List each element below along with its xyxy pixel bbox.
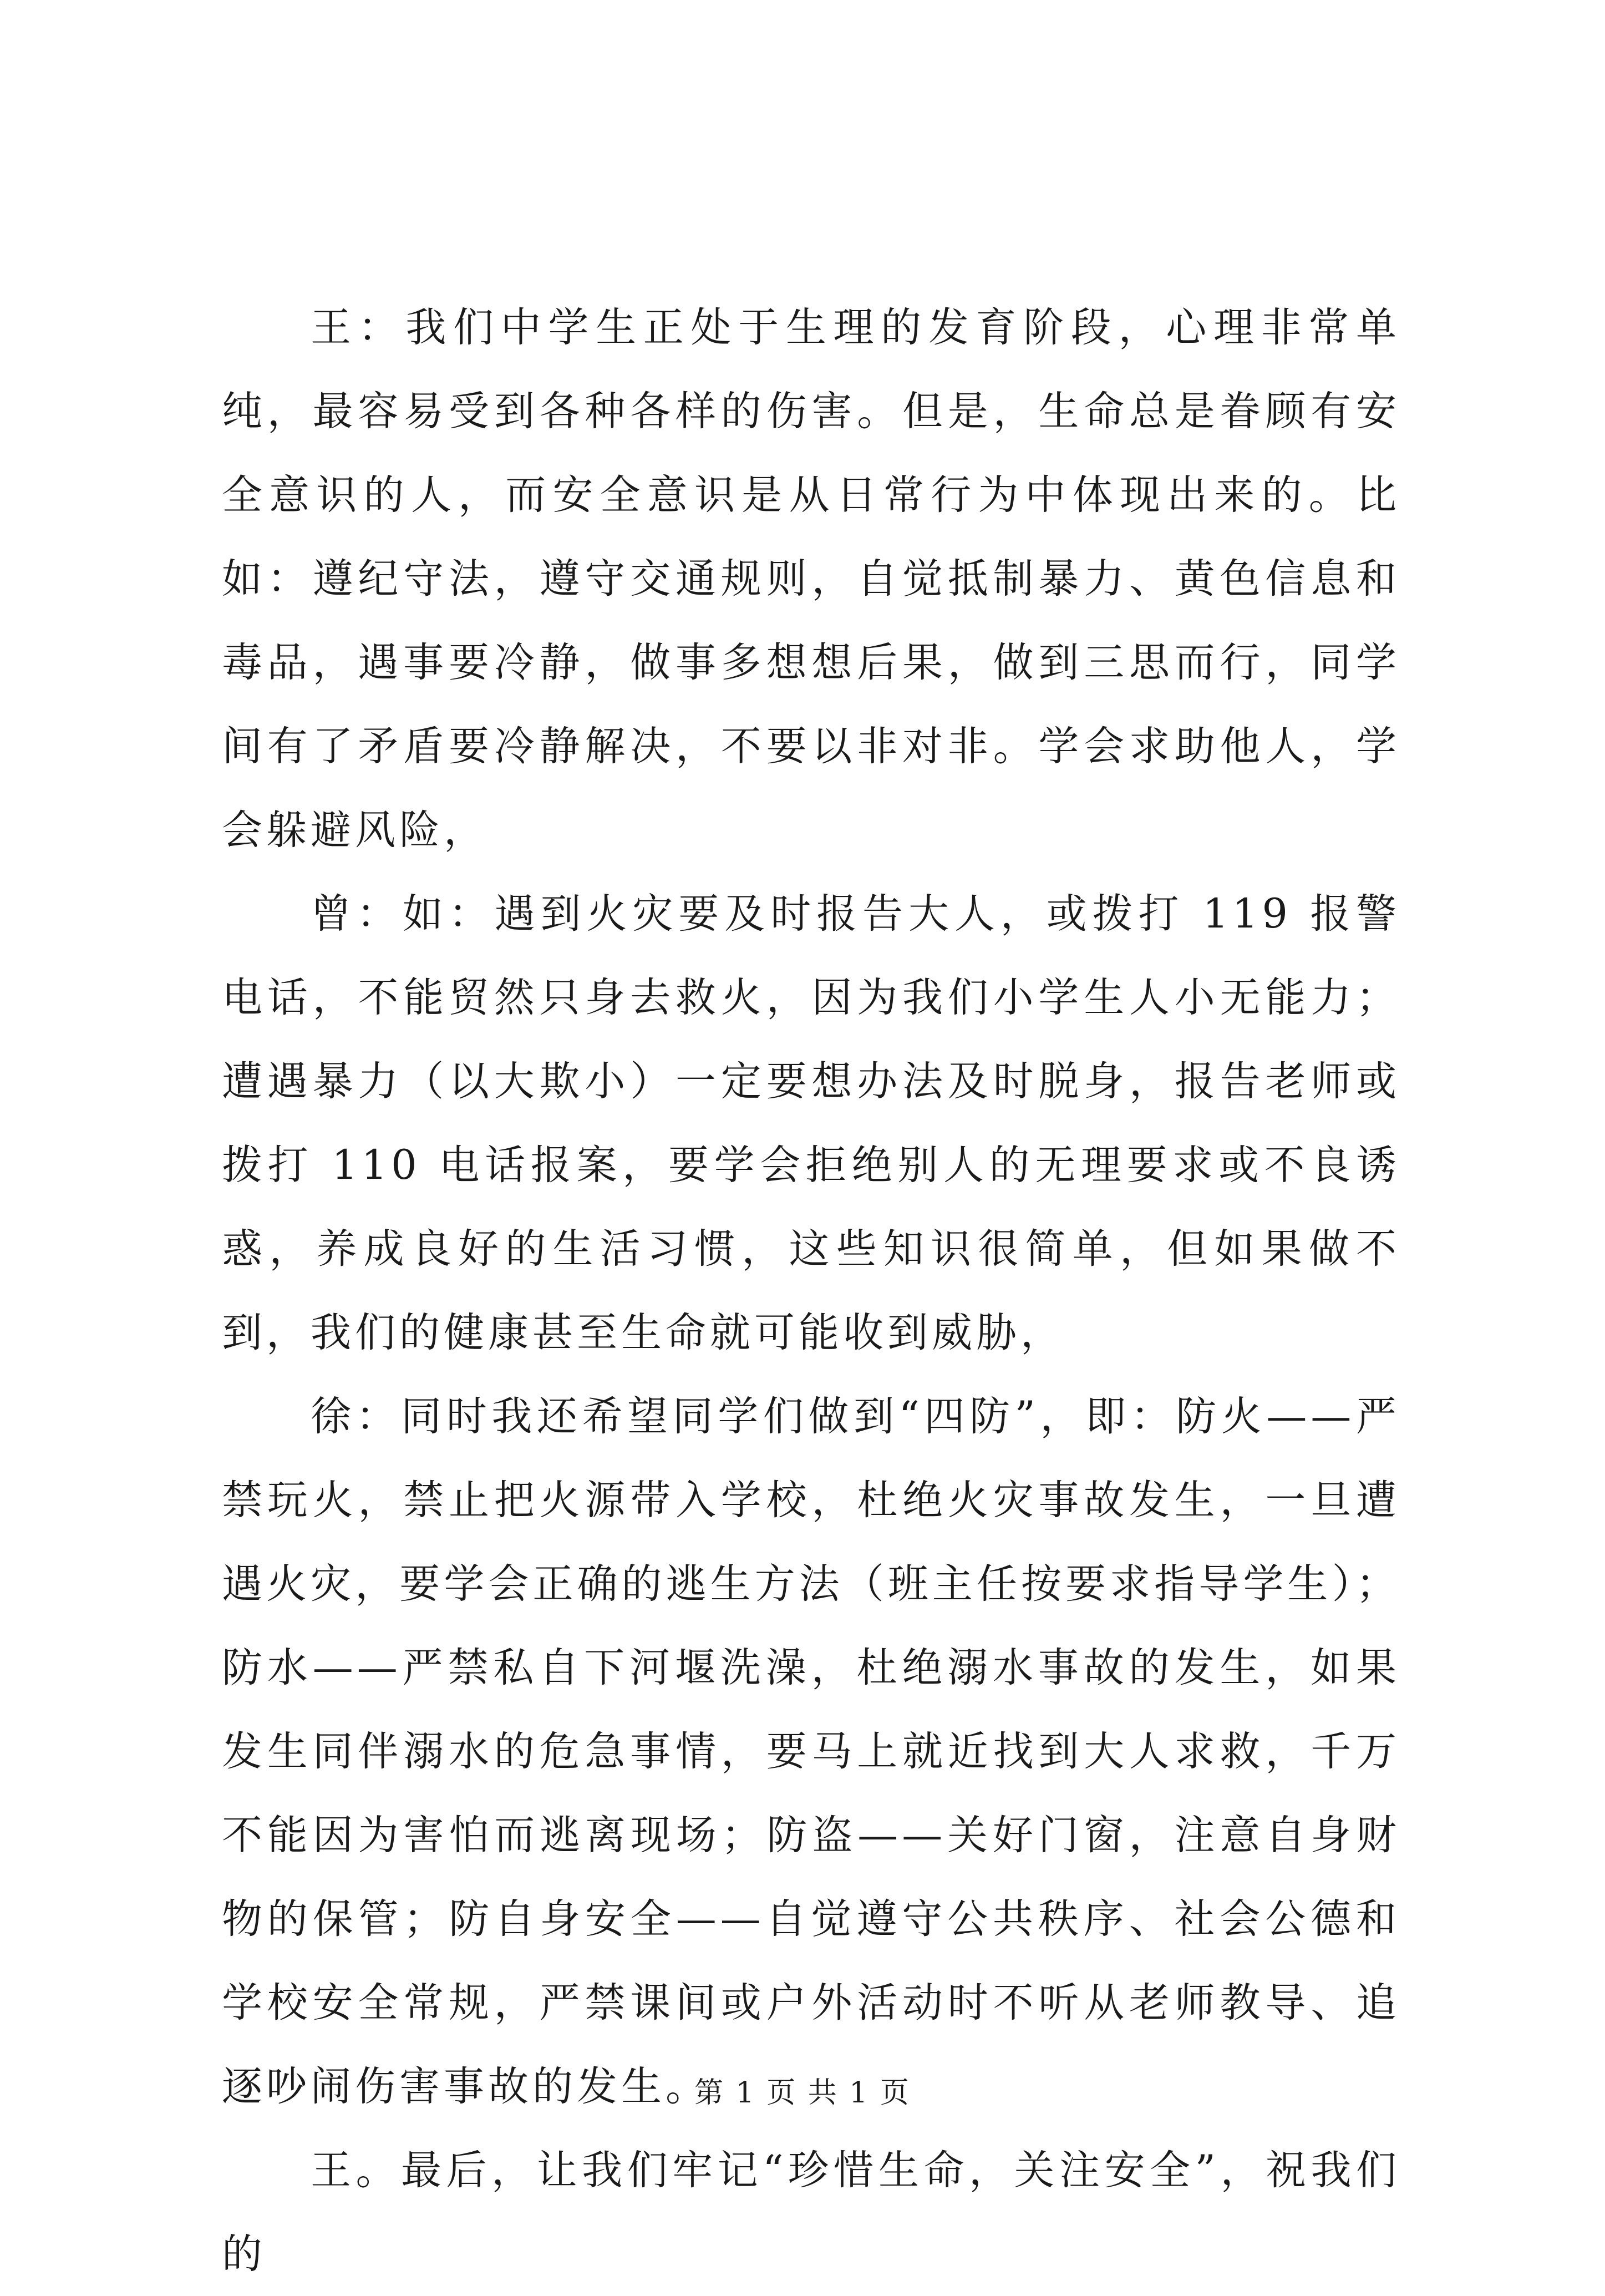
paragraph-wang-1: 王：我们中学生正处于生理的发育阶段，心理非常单纯，最容易受到各种各样的伤害。但是，生命总是眷顾有安全意识的人，而安全意识是从日常行为中体现出来的。比如：遵纪守法，遵守交通规则，自觉抵制暴力、黄色信息和毒品，遇事要冷静，做事多想想后果，做到三思而行，同学间有了矛盾要冷静解决，不要以非对非。学会求助他人，学会躲避风险， [222, 304, 1400, 854]
paragraph-xu: 徐：同时我还希望同学们做到“四防”，即：防火——严禁玩火，禁止把火源带入学校，杜绝火灾事故发生，一旦遭遇火灾，要学会正确的逃生方法（班主任按要求指导学生）；防水——严禁私自下河堰洗澡，杜绝溺水事故的发生，如果发生同伴溺水的危急事情，要马上就近找到大人求救，千万不能因为害怕而逃离现场；防盗——关好门窗，注意自身财物的保管；防自身安全——自觉遵守公共秩序、社会公德和学校安全常规，严禁课间或户外活动时不听从老师教导、追逐吵闹伤害事故的发生。 [222, 1393, 1400, 2110]
paragraph-wang-2: 王。最后，让我们牢记“珍惜生命，关注安全”，祝我们的 [222, 2147, 1400, 2278]
document-body [222, 286, 1400, 2296]
paragraph-zeng: 曾：如：遇到火灾要及时报告大人，或拨打 119 报警电话，不能贸然只身去救火，因为我们小学生人小无能力；遭遇暴力（以大欺小）一定要想办法及时脱身，报告老师或拨打 110 电话报案，要学会拒绝别人的无理要求或不良诱惑，养成良好的生活习惯，这些知识很简单，但如果做不到，我们的健康甚至生命就可能收到威胁， [222, 890, 1400, 1356]
page-footer: 第 1 页 共 1 页 [694, 2076, 911, 2110]
